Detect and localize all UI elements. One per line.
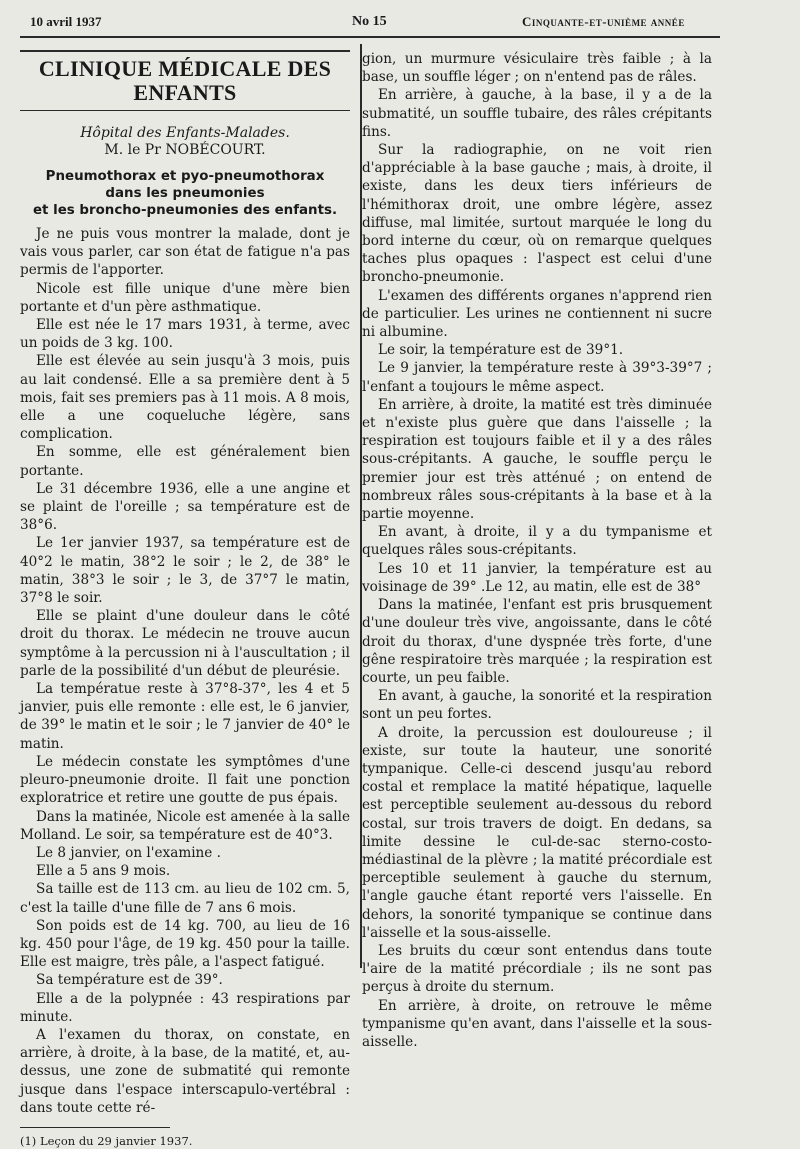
header-issue-number: No 15 bbox=[352, 14, 387, 29]
paragraph: Le 1er janvier 1937, sa température est de 40°2 le matin, 38°2 le soir ; le 2, de 38° le matin, 38°3 le soir ; le 3, de 37°7 le matin, 37°8 le soir. bbox=[20, 535, 350, 607]
header-year: Cinquante-et-unième année bbox=[522, 14, 685, 29]
paragraph: Elle est née le 17 mars 1931, à terme, avec un poids de 3 kg. 100. bbox=[20, 317, 350, 352]
left-column bbox=[20, 50, 350, 1149]
hospital-name: Hôpital des Enfants-Malades. bbox=[80, 125, 290, 141]
paragraph: Elle est élevée au sein jusqu'à 3 mois, puis au lait condensé. Elle a sa première dent à 5 mois, fait ses premiers pas à 11 mois. A 8 mois, elle a une coqueluche légère, sans complication. bbox=[20, 353, 350, 443]
header-rule bbox=[20, 36, 720, 38]
footnote-rule bbox=[20, 1127, 170, 1128]
paragraph: Dans la matinée, l'enfant est pris brusquement d'une douleur très vive, angoissante, dans le côté droit du thorax, d'une dyspnée très forte, d'une gêne respiratoire très marquée ; la respiration est courte, un peu faible. bbox=[362, 597, 712, 686]
right-column bbox=[362, 50, 712, 1051]
paragraph: Les 10 et 11 janvier, la température est au voisinage de 39° .Le 12, au matin, elle est de 38° bbox=[362, 560, 712, 595]
professor-name: M. le Pr NOBÉCOURT. bbox=[104, 142, 266, 158]
paragraph: Nicole est fille unique d'une mère bien portante et d'un père asthmatique. bbox=[20, 280, 350, 315]
header-date: 10 avril 1937 bbox=[30, 14, 102, 29]
paragraph: Sa taille est de 113 cm. au lieu de 102 cm. 5, c'est la taille d'une fille de 7 ans 6 mois. bbox=[20, 881, 350, 916]
paragraph: Le soir, la température est de 39°1. bbox=[378, 342, 624, 359]
paragraph: En arrière, à droite, on retrouve le même tympanisme qu'en avant, dans l'aisselle et la sous-aisselle. bbox=[362, 997, 712, 1050]
paragraph: Elle a de la polypnée : 43 respirations par minute. bbox=[20, 990, 350, 1025]
running-header bbox=[30, 14, 710, 36]
lecture-title-line: Pneumothorax et pyo-pneumothorax bbox=[45, 169, 325, 184]
title-rule-top bbox=[20, 50, 350, 52]
title-rule-bottom bbox=[20, 110, 350, 111]
lecture-title bbox=[20, 168, 350, 219]
paragraph: En arrière, à gauche, à la base, il y a de la submatité, un souffle tubaire, des râles crépitants fins. bbox=[362, 87, 712, 140]
paragraph: Le 8 janvier, on l'examine . bbox=[36, 844, 221, 861]
paragraph: En avant, à gauche, la sonorité et la respiration sont un peu fortes. bbox=[362, 688, 712, 723]
paragraph: A l'examen du thorax, on constate, en arrière, à droite, à la base, de la matité, et, au-dessus, une zone de submatité qui remonte jusque dans l'espace interscapulo-vertébral : dans toute cette ré- bbox=[20, 1026, 350, 1116]
paragraph: En avant, à droite, il y a du tympanisme et quelques râles sous-crépitants. bbox=[362, 524, 712, 559]
paragraph-continuation: gion, un murmure vésiculaire très faible ; à la base, un souffle léger ; on n'entend pas de râles. bbox=[362, 51, 712, 86]
paragraph: A droite, la percussion est douloureuse ; il existe, sur toute la hauteur, une sonorité tympanique. Celle-ci descend jusqu'au rebord costal et remplace la matité hépatique, laquelle est perceptible seulement au-dessous du rebord costal, sur trois travers de doigt. En dedans, sa limite dessine le cul-de-sac sterno-costo-médiastinal de la plèvre ; la matité précordiale est perceptible seulement à gauche du sternum, l'angle gauche étant reporté vers l'aisselle. En dehors, la sonorité tympanique se continue dans l'aisselle et la sous-aisselle. bbox=[362, 724, 712, 941]
paragraph: Le 9 janvier, la température reste à 39°3-39°7 ; l'enfant a toujours le même aspect. bbox=[362, 360, 712, 395]
paragraph: Elle a 5 ans 9 mois. bbox=[36, 863, 171, 880]
paragraph: Sur la radiographie, on ne voit rien d'appréciable à la base gauche ; mais, à droite, il existe, dans les deux tiers inférieurs de l'hémithorax droit, une ombre légère, assez diffuse, mal limitée, surtout marquée le long du bord interne du cœur, où on remarque quelques taches plus opaques : l'aspect est celui d'une broncho-pneumonie. bbox=[362, 142, 712, 286]
lecture-title-line: dans les pneumonies bbox=[105, 186, 265, 201]
paragraph: Le 31 décembre 1936, elle a une angine et se plaint de l'oreille ; sa température est de 38°6. bbox=[20, 480, 350, 534]
paragraph: Le médecin constate les symptômes d'une pleuro-pneumonie droite. Il fait une ponction exploratrice et retire une goutte de pus épais. bbox=[20, 753, 350, 807]
paragraph: Sa température est de 39°. bbox=[36, 972, 223, 989]
paragraph: En somme, elle est généralement bien portante. bbox=[20, 444, 350, 479]
paragraph: La températue reste à 37°8-37°, les 4 et 5 janvier, puis elle remonte : elle est, le 6 janvier, de 39° le matin et le soir ; le 7 janvier de 40° le matin. bbox=[20, 681, 350, 752]
paragraph: En arrière, à droite, la matité est très diminuée et n'existe plus guère que dans l'aisselle ; la respiration est toujours faible et il y a des râles sous-crépitants. A gauche, le souffle perçu le premier jour est très atténué ; on entend de nombreux râles sous-crépitants à la base et à la partie moyenne. bbox=[362, 396, 712, 523]
paragraph: Les bruits du cœur sont entendus dans toute l'aire de la matité précordiale ; ils ne sont pas perçus à droite du sternum. bbox=[362, 942, 712, 996]
paragraph: Dans la matinée, Nicole est amenée à la salle Molland. Le soir, sa température est de 40°3. bbox=[20, 808, 350, 843]
footnote: (1) Leçon du 29 janvier 1937. bbox=[20, 1133, 193, 1148]
paragraph: Son poids est de 14 kg. 700, au lieu de 16 kg. 450 pour l'âge, de 19 kg. 450 pour la taille. Elle est maigre, très pâle, a l'aspect fatigué. bbox=[20, 917, 350, 971]
paragraph: L'examen des différents organes n'apprend rien de particulier. Les urines ne contiennent ni sucre ni albumine. bbox=[362, 287, 712, 341]
paragraph: Elle se plaint d'une douleur dans le côté droit du thorax. Le médecin ne trouve aucun symptôme à la percussion ni à l'auscultation ; il parle de la possibilité d'un début de pleurésie. bbox=[20, 608, 350, 679]
paragraph: Je ne puis vous montrer la malade, dont je vais vous parler, car son état de fatigue n'a pas permis de l'apporter. bbox=[20, 226, 350, 279]
lecture-title-line: et les broncho-pneumonies des enfants. bbox=[32, 203, 338, 218]
section-title: CLINIQUE MÉDICALE DES ENFANTS bbox=[38, 56, 332, 105]
